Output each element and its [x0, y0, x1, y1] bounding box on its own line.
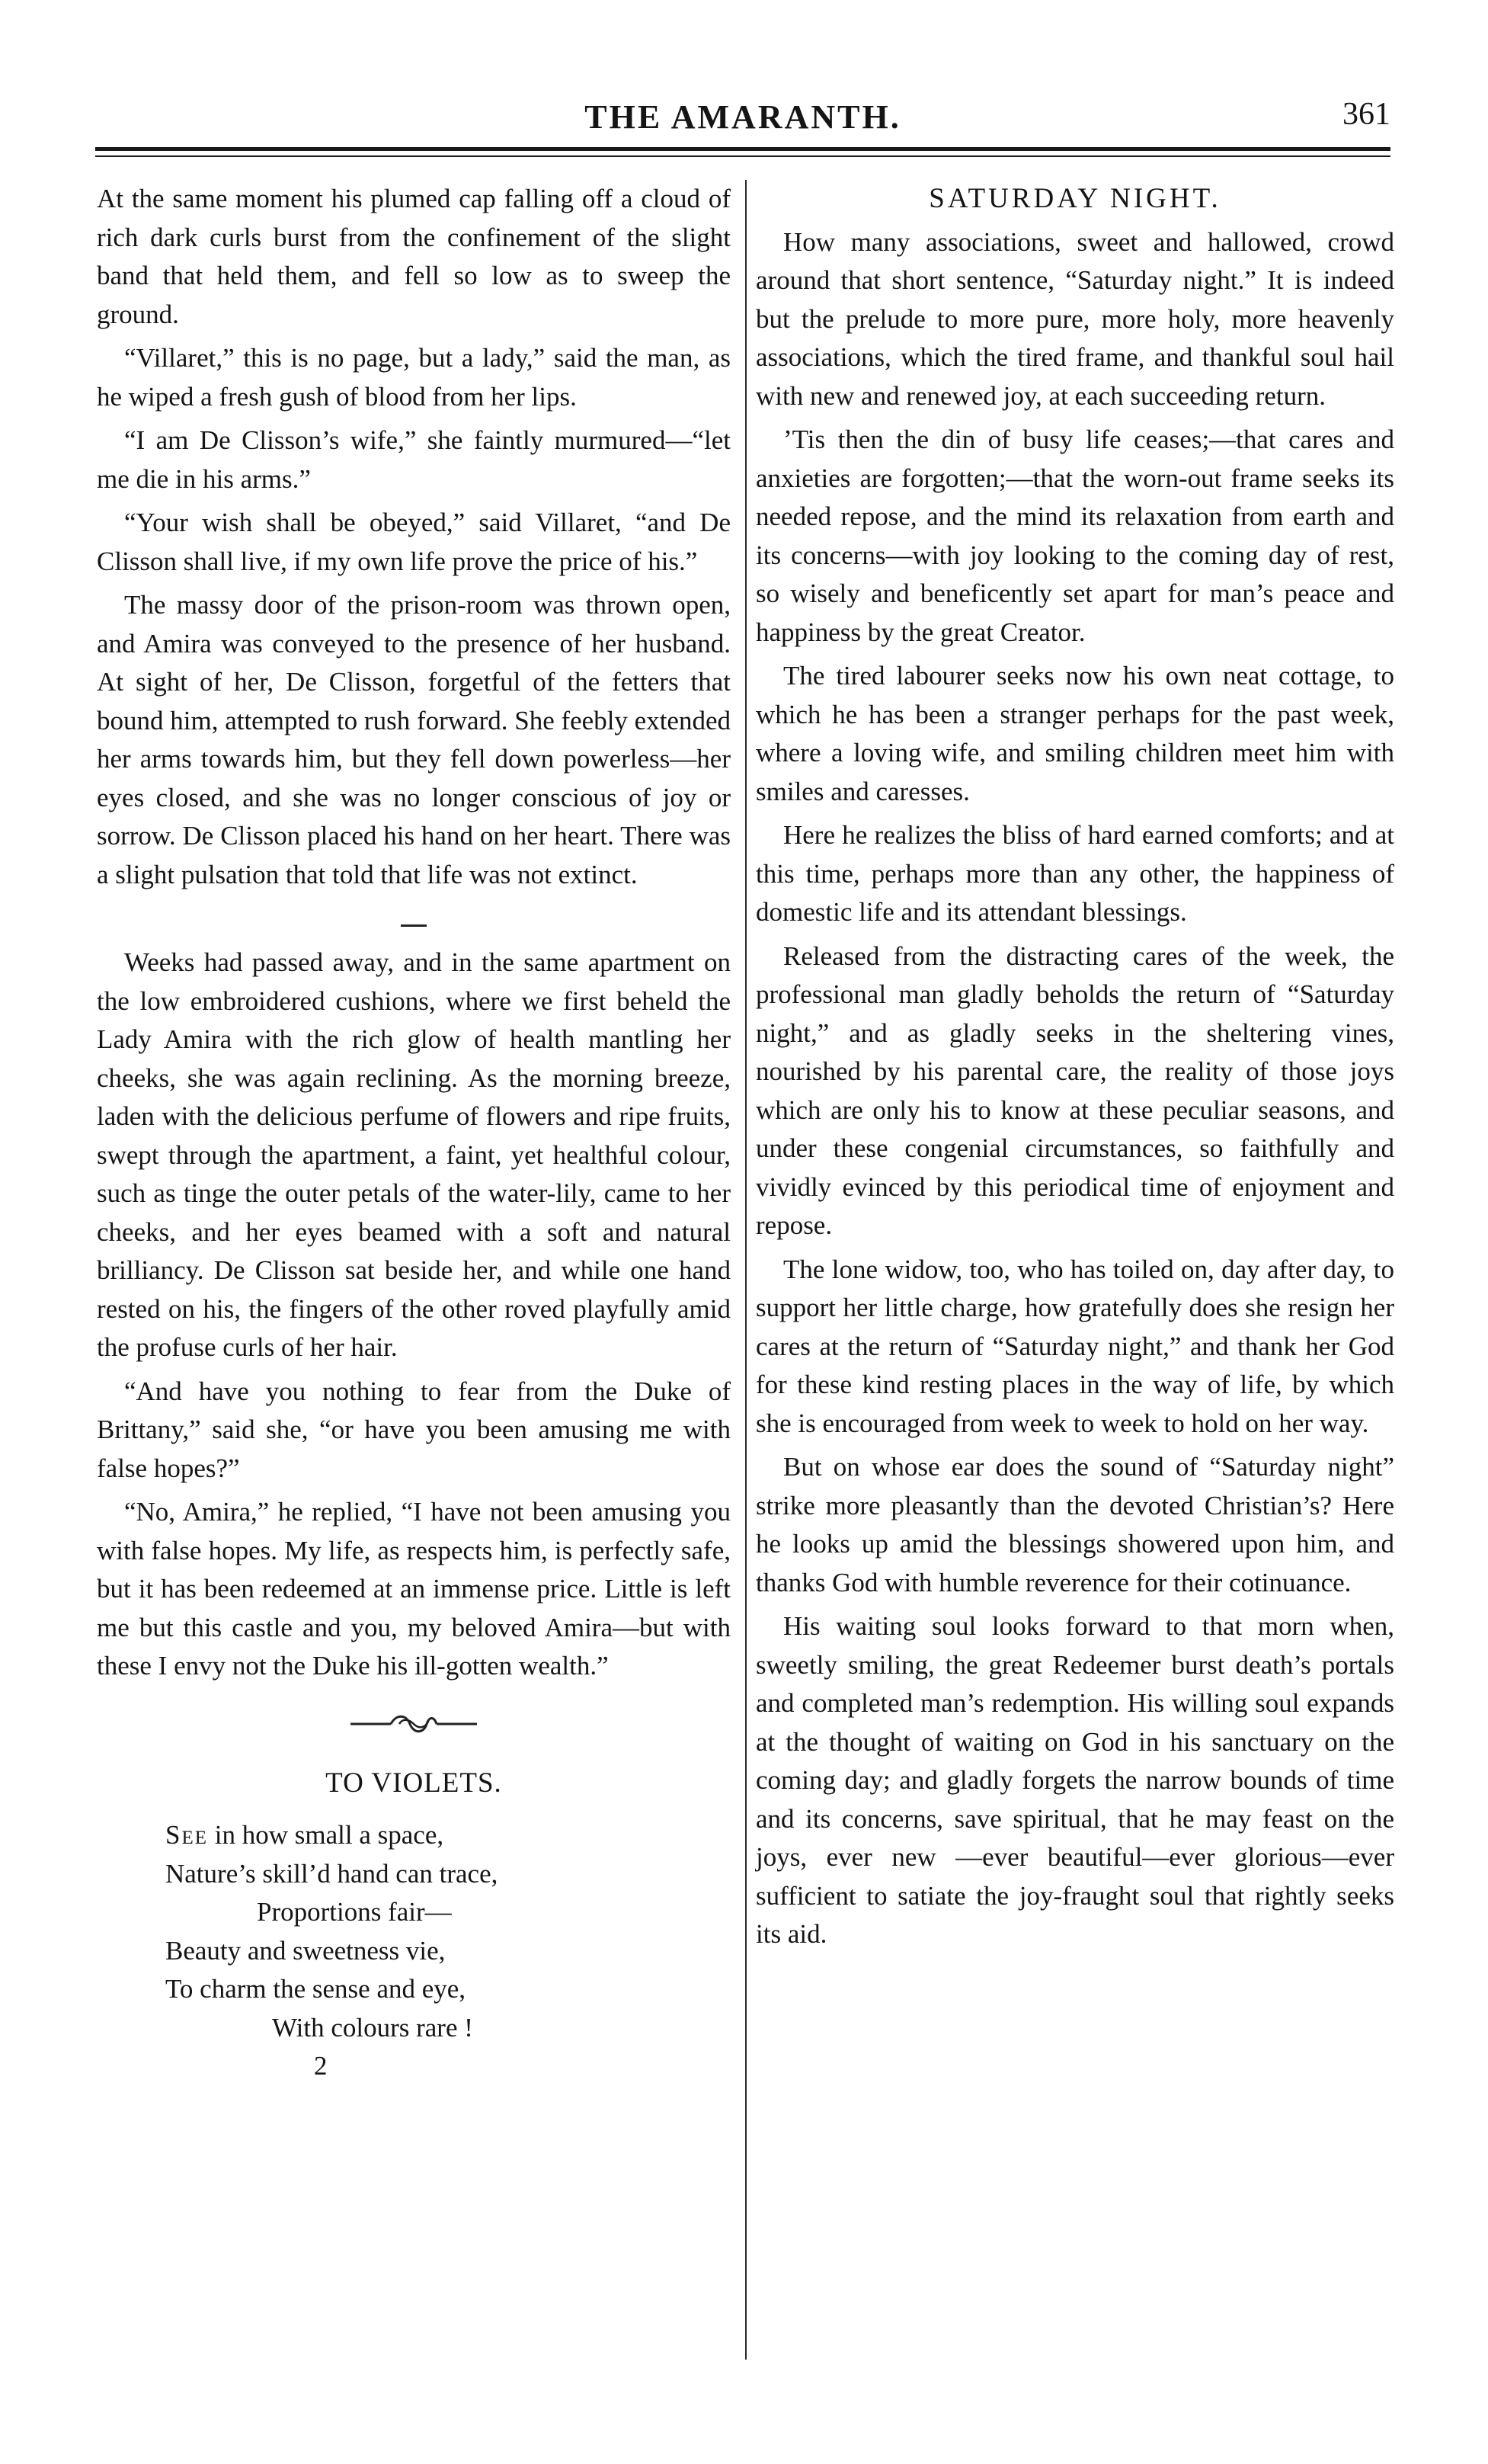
- page-header: [95, 90, 1390, 143]
- poem-title: TO VIOLETS.: [325, 1767, 502, 1799]
- paragraph: How many associations, sweet and hallowed, crowd around that short sentence, “Saturday night.” It is indeed but the prelude to more pure, more holy, more heavenly associations, which the tired frame, and thankful soul hail with new and renewed joy, at each succeeding return.: [756, 226, 1394, 411]
- article-title: SATURDAY NIGHT.: [929, 183, 1221, 214]
- ornament-flourish: [97, 1691, 731, 1764]
- paragraph: The tired labourer seeks now his own neat cottage, to which he has been a stranger perhaps for the past week, where a loving wife, and smiling children meet him with smiles and caresses.: [756, 661, 1394, 806]
- paragraph: The lone widow, too, who has toiled on, day after day, to support her little charge, how gratefully does she resign her cares at the return of “Saturday night,” and thank her God for these kind resting places in the way of life, by which she is encouraged from week to week to hold on her way.: [756, 1254, 1394, 1438]
- header-rule-thick: [95, 147, 1390, 151]
- signature-mark: 2: [314, 2051, 328, 2081]
- page-number: 361: [1342, 97, 1390, 132]
- paragraph: Weeks had passed away, and in the same apartment on the low embroidered cushions, where we first beheld the Lady Amira with the rich glow of health mantling her cheeks, she was again reclining. As the morning breeze, laden with the delicious perfume of flowers and ripe fruits, swept through the apartment, a faint, yet healthful colour, such as tinge the outer petals of the water-lily, came to her cheeks, and her eyes beamed with a soft and natural brilliancy. De Clisson sat beside her, and while one hand rested on his, the fingers of the other roved playfully amid the profuse curls of her hair.: [97, 947, 731, 1362]
- poem-line: Proportions fair—: [257, 1897, 452, 1927]
- poem-line: [165, 1816, 731, 1855]
- running-title: THE AMARANTH.: [584, 98, 901, 136]
- header-rule-thin: [95, 155, 1390, 157]
- poem-line: To charm the sense and eye,: [165, 1974, 466, 2004]
- flourish-icon: [349, 1713, 478, 1735]
- scene-break-dash: [97, 899, 731, 944]
- poem-first-word: See: [165, 1820, 209, 1850]
- paragraph: His waiting soul looks forward to that morn when, sweetly smiling, the great Redeemer burst death’s portals and completed man’s redemption. His willing soul expands at the thought of waiting on God in his sanctuary on the coming day; and gladly forgets the narrow bounds of time and its concerns, save spiritual, that he may feast on the joys, ever new —ever beautiful—ever glorious—ever sufficient to satiate the joy-fraught soul that rightly seeks its aid.: [756, 1611, 1394, 1949]
- poem-line: With colours rare !: [272, 2012, 473, 2043]
- paragraph: Here he realizes the bliss of hard earned comforts; and at this time, perhaps more than any other, the happiness of domestic life and its attendant blessings.: [756, 820, 1394, 927]
- poem: [165, 1816, 731, 2047]
- left-column: [97, 180, 731, 2086]
- poem-line: Nature’s skill’d hand can trace,: [165, 1858, 498, 1889]
- column-divider: [745, 180, 747, 2360]
- paragraph: “I am De Clisson’s wife,” she faintly murmured—“let me die in his arms.”: [97, 425, 731, 494]
- paragraph: At the same moment his plumed cap falling off a cloud of rich dark curls burst from the confinement of the slight band that held them, and fell so low as to sweep the ground.: [97, 184, 731, 329]
- poem-line: Beauty and sweetness vie,: [165, 1935, 446, 1966]
- poem-first-line-rest: in how small a space,: [208, 1820, 444, 1850]
- paragraph: “Villaret,” this is no page, but a lady,” said the man, as he wiped a fresh gush of blood from her lips.: [97, 343, 731, 412]
- paragraph: “And have you nothing to fear from the Duke of Brittany,” said she, “or have you been amusing me with false hopes?”: [97, 1376, 731, 1483]
- paragraph: Released from the distracting cares of the week, the professional man gladly beholds the return of “Saturday night,” and as gladly seeks in the sheltering vines, nourished by his parental care, the reality of those joys which are only his to know at these peculiar seasons, and under these congenial circumstances, so faithfully and vividly evinced by this periodical time of enjoyment and repose.: [756, 940, 1394, 1240]
- paragraph: But on whose ear does the sound of “Saturday night” strike more pleasantly than the devoted Christian’s? Here he looks up amid the blessings showered upon him, and thanks God with humble reverence for their cotinuance.: [756, 1452, 1394, 1597]
- paragraph: The massy door of the prison-room was thrown open, and Amira was conveyed to the presence of her husband. At sight of her, De Clisson, forgetful of the fetters that bound him, attempted to rush forward. She feebly extended her arms towards him, but they fell down powerless—her eyes closed, and she was no longer conscious of joy or sorrow. De Clisson placed his hand on her heart. There was a slight pulsation that told that life was not extinct.: [97, 590, 731, 889]
- paragraph: “Your wish shall be obeyed,” said Villaret, “and De Clisson shall live, if my own life prove the price of his.”: [97, 508, 731, 576]
- paragraph: ’Tis then the din of busy life ceases;—that cares and anxieties are forgotten;—that the worn-out frame seeks its needed repose, and the mind its relaxation from earth and its concerns—with joy looking to the coming day of rest, so wisely and beneficently set apart for man’s peace and happiness by the great Creator.: [756, 425, 1394, 647]
- paragraph: “No, Amira,” he replied, “I have not been amusing you with false hopes. My life, as respects him, is perfectly safe, but it has been redeemed at an immense price. Little is left me but this castle and you, my beloved Amira—but with these I envy not the Duke his ill-gotten wealth.”: [97, 1497, 731, 1681]
- right-column: [756, 180, 1394, 1959]
